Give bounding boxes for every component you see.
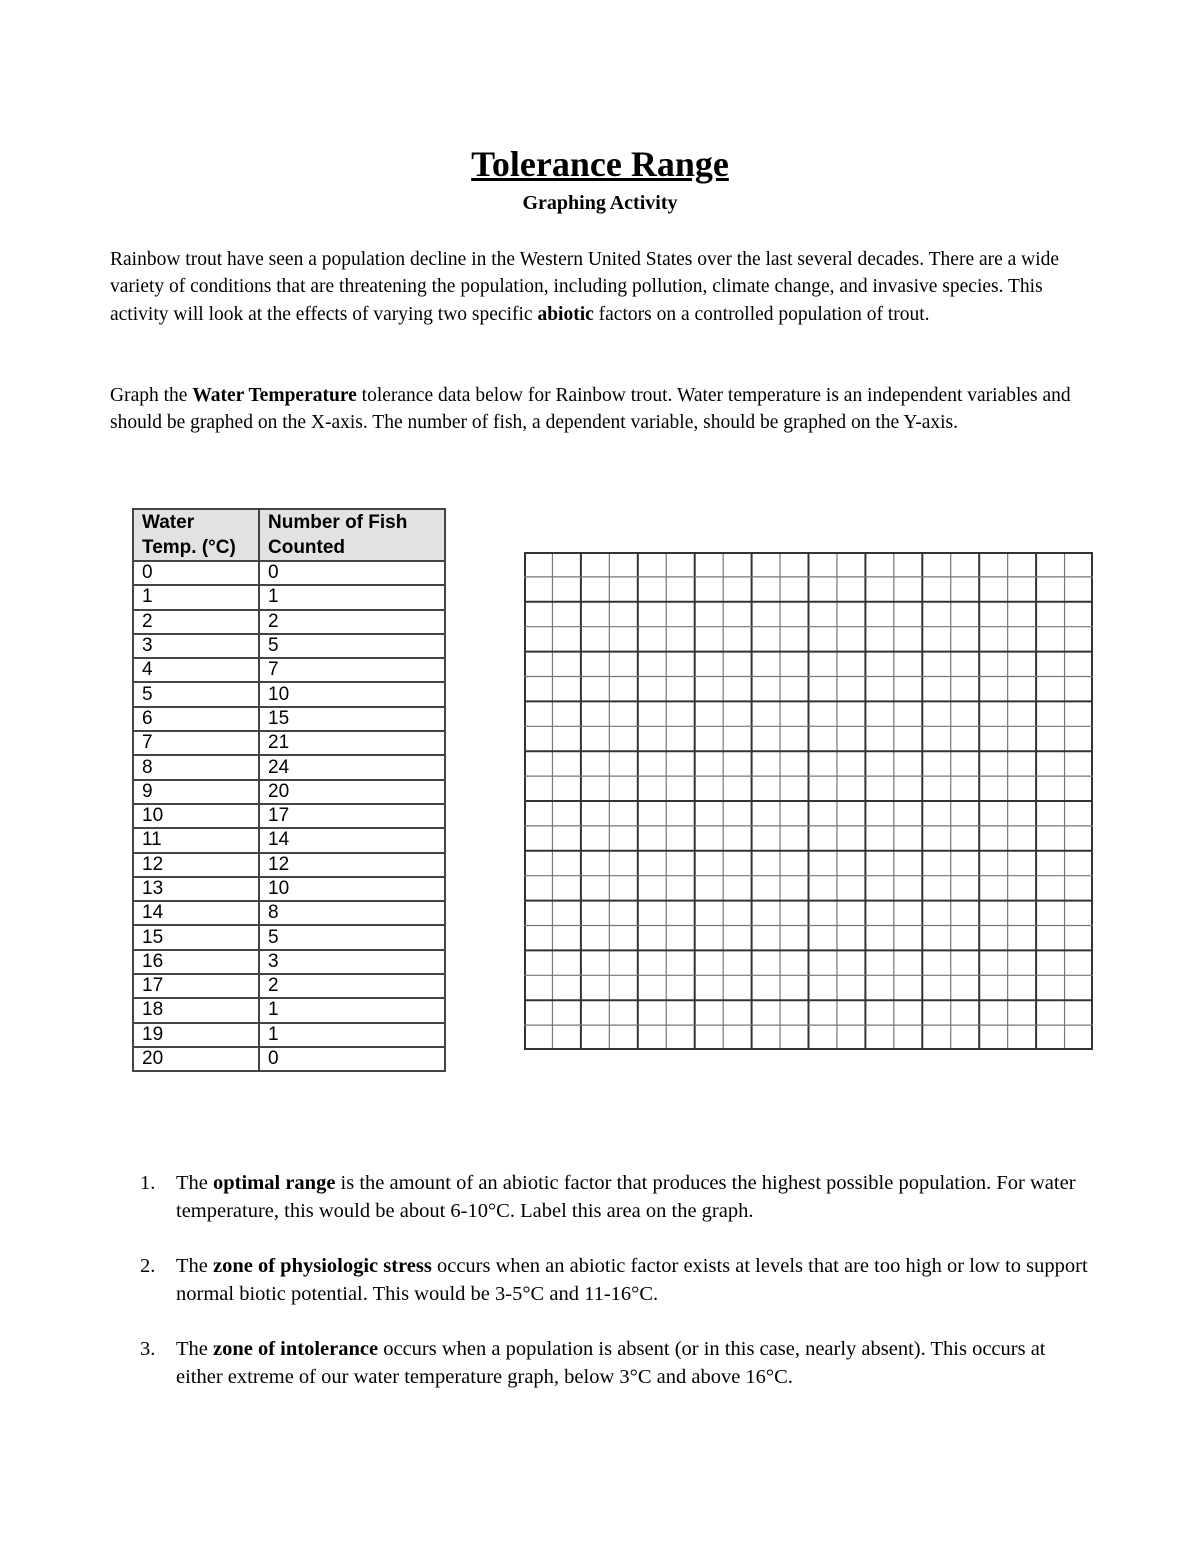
cell-water-temp: 20 bbox=[133, 1047, 259, 1071]
cell-water-temp: 14 bbox=[133, 901, 259, 925]
intro-p2-text-a: Graph the bbox=[110, 385, 193, 406]
table-row bbox=[133, 585, 445, 609]
page-subtitle: Graphing Activity bbox=[522, 192, 678, 214]
cell-fish-count: 5 bbox=[259, 925, 445, 949]
cell-fish-count: 7 bbox=[259, 658, 445, 682]
question-text-b: is the amount of an abiotic factor that produces the highest possible population. For water temperature, this would be about 6-10°C. Label this area on the graph. bbox=[176, 1172, 1076, 1222]
header-water-temp bbox=[133, 509, 259, 561]
cell-fish-count: 1 bbox=[259, 585, 445, 609]
header-temp-line2: Temp. (°C) bbox=[142, 537, 236, 558]
question-term: optimal range bbox=[213, 1172, 336, 1194]
cell-fish-count: 21 bbox=[259, 731, 445, 755]
intro-p1-text-a: Rainbow trout have seen a population decline in the Western United States over the last several decades. There are a wide variety of conditions that are threatening the population, including pollution, climate change, and invasive species. This activity will look at the effects of varying two specific bbox=[110, 249, 1060, 325]
cell-water-temp: 19 bbox=[133, 1023, 259, 1047]
table-row bbox=[133, 780, 445, 804]
question-text-a: The bbox=[176, 1338, 213, 1360]
table-row bbox=[133, 925, 445, 949]
question-number: 2. bbox=[140, 1255, 156, 1277]
cell-water-temp: 8 bbox=[133, 755, 259, 779]
cell-water-temp: 7 bbox=[133, 731, 259, 755]
table-header-row bbox=[133, 509, 445, 561]
question-number: 3. bbox=[140, 1338, 156, 1360]
question-item bbox=[130, 1335, 1090, 1391]
table-row bbox=[133, 998, 445, 1022]
table-row bbox=[133, 1023, 445, 1047]
question-number: 1. bbox=[140, 1172, 156, 1194]
table-row bbox=[133, 950, 445, 974]
question-text-b: occurs when a population is absent (or in this case, nearly absent). This occurs at either extreme of our water temperature graph, below 3°C and above 16°C. bbox=[176, 1338, 1046, 1388]
cell-fish-count: 0 bbox=[259, 561, 445, 585]
header-fish-line1: Number of Fish bbox=[268, 512, 408, 533]
intro-paragraph-2 bbox=[110, 382, 1100, 437]
blank-graph-grid bbox=[524, 552, 1093, 1050]
cell-fish-count: 15 bbox=[259, 707, 445, 731]
table-row bbox=[133, 755, 445, 779]
cell-water-temp: 3 bbox=[133, 634, 259, 658]
intro-p2-bold: Water Temperature bbox=[192, 385, 357, 406]
header-fish-line2: Counted bbox=[268, 537, 346, 558]
table-row bbox=[133, 610, 445, 634]
table-row bbox=[133, 731, 445, 755]
cell-fish-count: 24 bbox=[259, 755, 445, 779]
cell-water-temp: 12 bbox=[133, 853, 259, 877]
cell-water-temp: 1 bbox=[133, 585, 259, 609]
cell-fish-count: 20 bbox=[259, 780, 445, 804]
table-row bbox=[133, 561, 445, 585]
cell-water-temp: 4 bbox=[133, 658, 259, 682]
cell-water-temp: 18 bbox=[133, 998, 259, 1022]
question-term: zone of physiologic stress bbox=[213, 1255, 432, 1277]
table-body bbox=[133, 561, 445, 1071]
cell-water-temp: 2 bbox=[133, 610, 259, 634]
table-row bbox=[133, 901, 445, 925]
cell-water-temp: 9 bbox=[133, 780, 259, 804]
table-row bbox=[133, 853, 445, 877]
cell-water-temp: 13 bbox=[133, 877, 259, 901]
header-number-of-fish bbox=[259, 509, 445, 561]
question-term: zone of intolerance bbox=[213, 1338, 379, 1360]
question-text-a: The bbox=[176, 1172, 213, 1194]
cell-fish-count: 12 bbox=[259, 853, 445, 877]
question-item bbox=[130, 1252, 1090, 1308]
question-item bbox=[130, 1169, 1090, 1225]
cell-fish-count: 2 bbox=[259, 610, 445, 634]
cell-water-temp: 15 bbox=[133, 925, 259, 949]
cell-water-temp: 10 bbox=[133, 804, 259, 828]
cell-fish-count: 3 bbox=[259, 950, 445, 974]
cell-fish-count: 0 bbox=[259, 1047, 445, 1071]
water-temperature-data-table bbox=[132, 508, 446, 1072]
cell-fish-count: 8 bbox=[259, 901, 445, 925]
cell-water-temp: 0 bbox=[133, 561, 259, 585]
cell-fish-count: 1 bbox=[259, 998, 445, 1022]
table-row bbox=[133, 804, 445, 828]
graph-grid-lines bbox=[524, 552, 1093, 1050]
table-row bbox=[133, 707, 445, 731]
question-text-a: The bbox=[176, 1255, 213, 1277]
cell-fish-count: 10 bbox=[259, 877, 445, 901]
page-title: Tolerance Range bbox=[471, 144, 729, 184]
cell-water-temp: 16 bbox=[133, 950, 259, 974]
table-row bbox=[133, 877, 445, 901]
cell-water-temp: 5 bbox=[133, 682, 259, 706]
cell-water-temp: 6 bbox=[133, 707, 259, 731]
table-row bbox=[133, 658, 445, 682]
table-row bbox=[133, 828, 445, 852]
cell-fish-count: 14 bbox=[259, 828, 445, 852]
cell-fish-count: 2 bbox=[259, 974, 445, 998]
cell-water-temp: 11 bbox=[133, 828, 259, 852]
question-text-b: occurs when an abiotic factor exists at levels that are too high or low to support normal biotic potential. This would be 3-5°C and 11-16°C. bbox=[176, 1255, 1088, 1305]
intro-paragraph-1 bbox=[110, 246, 1100, 328]
table-row bbox=[133, 1047, 445, 1071]
intro-p1-bold: abiotic bbox=[537, 303, 594, 325]
cell-fish-count: 17 bbox=[259, 804, 445, 828]
cell-fish-count: 10 bbox=[259, 682, 445, 706]
question-list bbox=[130, 1169, 1090, 1418]
table-row bbox=[133, 682, 445, 706]
intro-p2-text-b: tolerance data below for Rainbow trout. Water temperature is an independent variables and should be graphed on the X-axis. The number of fish, a dependent variable, should be graphed on the Y-axis. bbox=[110, 385, 1071, 434]
header-temp-line1: Water bbox=[142, 512, 195, 533]
table-row bbox=[133, 974, 445, 998]
cell-water-temp: 17 bbox=[133, 974, 259, 998]
table-row bbox=[133, 634, 445, 658]
cell-fish-count: 5 bbox=[259, 634, 445, 658]
intro-p1-text-b: factors on a controlled population of trout. bbox=[593, 303, 930, 325]
cell-fish-count: 1 bbox=[259, 1023, 445, 1047]
